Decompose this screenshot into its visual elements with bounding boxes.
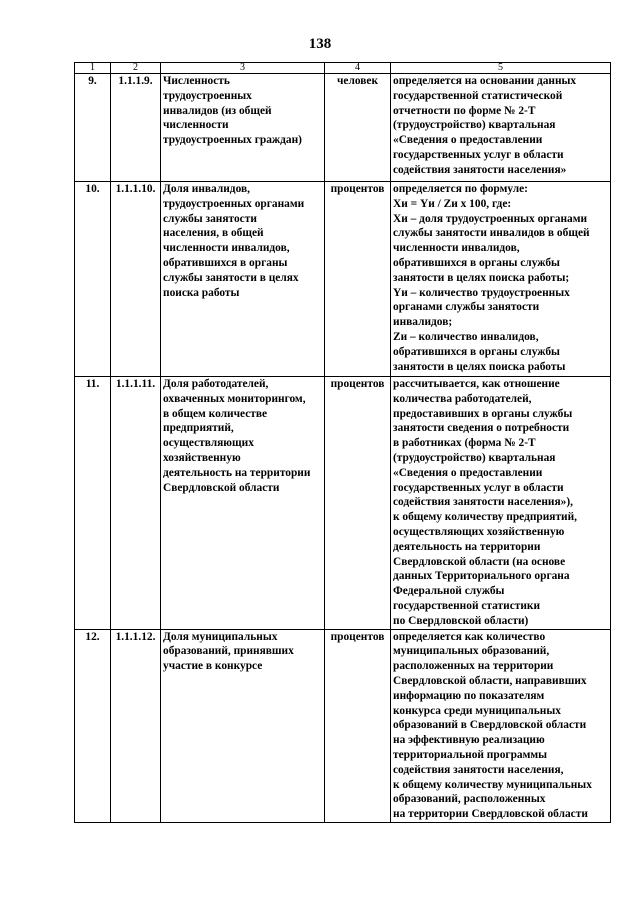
unit-cell: процентов <box>325 182 391 377</box>
row-number-cell: 10. <box>75 182 111 377</box>
indicator-name-line: обратившихся в органы <box>163 256 288 269</box>
calculation-method-line: (трудоустройство) квартальная <box>393 451 556 464</box>
unit-cell: человек <box>325 74 391 182</box>
calculation-method-line: государственной статистики <box>393 599 541 612</box>
page-number: 138 <box>308 36 332 52</box>
calculation-method-line: занятости в целях поиска работы <box>393 360 566 373</box>
calculation-method-line: Свердловской области, направивших <box>393 674 587 687</box>
calculation-method-line: обратившихся в органы службы <box>393 256 560 269</box>
indicator-name-line: численности <box>163 119 229 132</box>
indicator-name-line: осуществляющих <box>163 437 254 450</box>
unit-cell: процентов <box>325 377 391 630</box>
table-row <box>75 629 611 822</box>
calculation-method-line: муниципальных образований, <box>393 645 550 658</box>
indicator-name-line: образований, принявших <box>163 645 294 658</box>
calculation-method-line: образований в Свердловской области <box>393 719 587 732</box>
calculation-method-line: предоставивших в органы службы <box>393 407 573 420</box>
indicator-name-line: предприятий, <box>163 422 234 435</box>
calculation-method-line: количества работодателей, <box>393 392 532 405</box>
calculation-method-line: Zи – количество инвалидов, <box>393 330 539 343</box>
calculation-method-line: по Свердловской области) <box>393 614 529 627</box>
indicator-name-line: Свердловской области <box>163 481 280 494</box>
indicator-code-cell: 1.1.1.9. <box>111 74 161 182</box>
row-number-cell: 9. <box>75 74 111 182</box>
column-number-header-row <box>75 63 611 74</box>
calculation-method-line: инвалидов; <box>393 316 453 329</box>
calculation-method-line: отчетности по форме № 2-Т <box>393 104 536 117</box>
calculation-method-line: государственной статистической <box>393 89 563 102</box>
calculation-method-line: содействия занятости населения»), <box>393 496 573 509</box>
calculation-method-line: Федеральной службы <box>393 585 505 598</box>
calculation-method-line: на территории Свердловской области <box>393 808 588 821</box>
calculation-method-line: содействия занятости населения, <box>393 763 564 776</box>
calculation-method-line: территориальной программы <box>393 748 548 761</box>
indicator-name-line: участие в конкурсе <box>163 660 263 673</box>
indicator-name-line: хозяйственную <box>163 451 241 464</box>
calculation-method-line: органами службы занятости <box>393 301 540 314</box>
indicator-name-line: трудоустроенных органами <box>163 197 305 210</box>
indicator-code-cell: 1.1.1.11. <box>111 377 161 630</box>
calculation-method-line: Свердловской области (на основе <box>393 555 566 568</box>
calculation-method-line: численности инвалидов, <box>393 242 520 255</box>
calculation-method-cell <box>391 629 611 822</box>
table-body <box>75 74 611 823</box>
indicator-name-line: трудоустроенных граждан) <box>163 134 302 147</box>
indicator-name-cell <box>161 182 325 377</box>
indicator-name-line: охваченных мониторингом, <box>163 392 306 405</box>
indicator-name-line: трудоустроенных <box>163 89 252 102</box>
calculation-method-line: данных Территориального органа <box>393 570 570 583</box>
indicator-code-cell: 1.1.1.10. <box>111 182 161 377</box>
indicator-name-cell <box>161 377 325 630</box>
indicator-name-line: в общем количестве <box>163 407 268 420</box>
calculation-method-line: к общему количеству предприятий, <box>393 511 578 524</box>
calculation-method-line: расположенных на территории <box>393 660 554 673</box>
unit-cell: процентов <box>325 629 391 822</box>
table-row <box>75 182 611 377</box>
calculation-method-line: Xи – доля трудоустроенных органами <box>393 212 588 225</box>
calculation-method-line: занятости в целях поиска работы; <box>393 271 570 284</box>
calculation-method-line: рассчитывается, как отношение <box>393 378 560 390</box>
column-header: 3 <box>161 63 325 74</box>
indicator-code-cell: 1.1.1.12. <box>111 629 161 822</box>
column-header: 4 <box>325 63 391 74</box>
indicator-name-cell <box>161 629 325 822</box>
calculation-method-line: Yи – количество трудоустроенных <box>393 286 570 299</box>
indicator-name-line: поиска работы <box>163 286 240 299</box>
calculation-method-line: государственных услуг в области <box>393 481 564 494</box>
calculation-method-line: определяется как количество <box>393 630 546 643</box>
column-header: 1 <box>75 63 111 74</box>
calculation-method-line: деятельность на территории <box>393 540 541 553</box>
calculation-method-line: «Сведения о предоставлении <box>393 134 543 147</box>
calculation-method-cell <box>391 182 611 377</box>
calculation-method-line: на эффективную реализацию <box>393 734 545 747</box>
indicator-name-line: деятельность на территории <box>163 466 311 479</box>
calculation-method-line: «Сведения о предоставлении <box>393 466 543 479</box>
indicator-name-line: численности инвалидов, <box>163 242 290 255</box>
calculation-method-line: в работниках (форма № 2-Т <box>393 437 536 450</box>
column-header: 2 <box>111 63 161 74</box>
indicator-name-line: населения, в общей <box>163 227 264 240</box>
indicator-name-cell <box>161 74 325 182</box>
indicator-name-line: Доля муниципальных <box>163 630 278 643</box>
calculation-method-line: определяется по формуле: <box>393 183 528 195</box>
calculation-method-line: содействия занятости населения» <box>393 163 567 176</box>
calculation-method-line: (трудоустройство) квартальная <box>393 119 556 132</box>
calculation-method-line: обратившихся в органы службы <box>393 345 560 358</box>
calculation-method-line: занятости сведения о потребности <box>393 422 570 435</box>
calculation-method-line: конкурса среди муниципальных <box>393 704 561 717</box>
calculation-method-line: образований, расположенных <box>393 793 546 806</box>
calculation-method-line: Xи = Yи / Zи x 100, где: <box>393 197 512 210</box>
indicator-name-line: инвалидов (из общей <box>163 104 272 117</box>
calculation-method-line: осуществляющих хозяйственную <box>393 525 565 538</box>
calculation-method-line: определяется на основании данных <box>393 75 577 87</box>
table-row <box>75 377 611 630</box>
row-number-cell: 12. <box>75 629 111 822</box>
row-number-cell: 11. <box>75 377 111 630</box>
column-header: 5 <box>391 63 611 74</box>
calculation-method-cell <box>391 377 611 630</box>
calculation-method-line: информацию по показателям <box>393 689 545 702</box>
table-row <box>75 74 611 182</box>
calculation-method-cell <box>391 74 611 182</box>
calculation-method-line: к общему количеству муниципальных <box>393 778 592 791</box>
indicator-name-line: службы занятости <box>163 212 257 225</box>
indicator-name-line: Численность <box>163 75 230 87</box>
calculation-method-line: государственных услуг в области <box>393 148 564 161</box>
indicator-name-line: службы занятости в целях <box>163 271 299 284</box>
calculation-method-line: службы занятости инвалидов в общей <box>393 227 590 240</box>
indicators-table <box>74 62 611 823</box>
indicator-name-line: Доля инвалидов, <box>163 183 250 195</box>
indicator-name-line: Доля работодателей, <box>163 378 269 390</box>
